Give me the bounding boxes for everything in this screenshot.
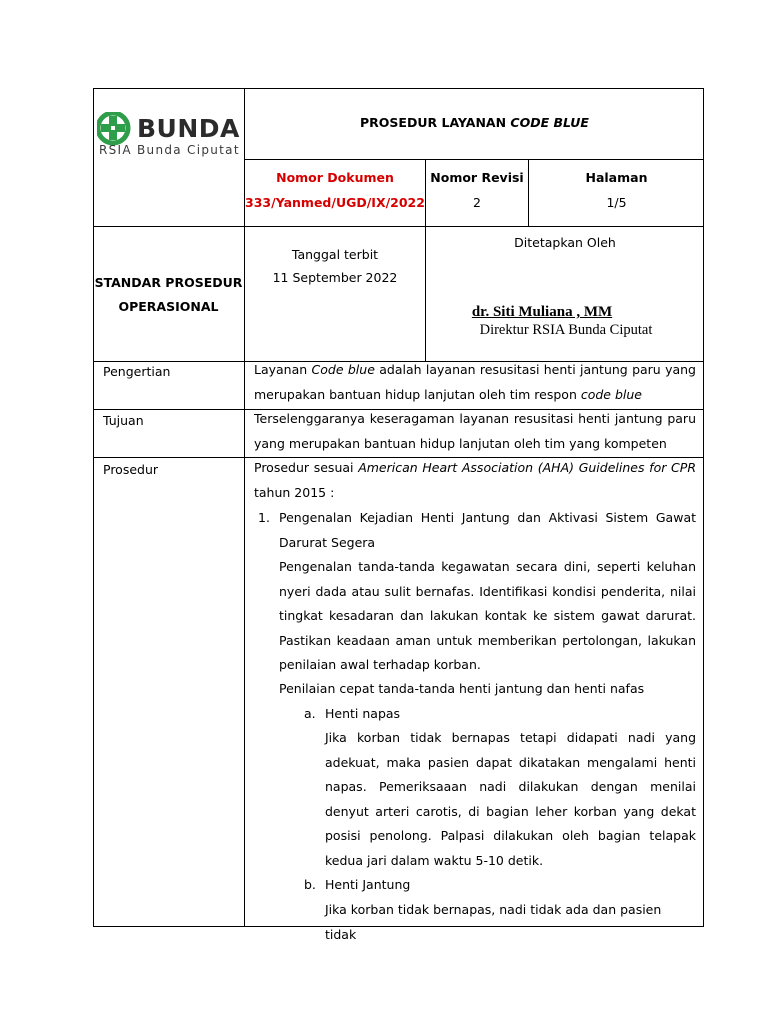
nomor-dokumen-value: 333/Yanmed/UGD/IX/2022	[245, 195, 425, 210]
item-1-paragraph-2: Penilaian cepat tanda-tanda henti jantung dan henti nafas	[279, 681, 645, 696]
row-label-pengertian: Pengertian	[103, 364, 171, 379]
divider	[244, 159, 704, 160]
document-title	[245, 115, 704, 131]
nomor-dokumen-label: Nomor Dokumen	[276, 170, 394, 185]
sub-a-label: a.	[304, 706, 316, 721]
item-1-paragraph-1: Pengenalan tanda-tanda kegawatan secara dini, seperti keluhan nyeri dada atau sulit bernafas. Identifikasi kondisi penderita, nilai tingkat kesadaran dan lakukan kontak ke sistem gawat darurat. Pastikan keadaan aman untuk memberikan pertolongan, lakukan penilaian awal terhadap korban.	[279, 559, 696, 672]
sub-b-title: Henti Jantung	[325, 877, 411, 892]
row-label-prosedur: Prosedur	[103, 462, 159, 477]
prosedur-intro-italic: American Heart Association (AHA) Guidelines for CPR	[358, 460, 696, 475]
pengertian-part: adalah layanan resusitasi henti jantung paru yang merupakan bantuan hidup lanjutan oleh tim respon	[254, 362, 696, 402]
brand-subtitle: RSIA Bunda Ciputat	[99, 143, 240, 157]
tanggal-terbit-label: Tanggal terbit	[291, 247, 379, 262]
pengertian-italic: code blue	[580, 386, 642, 402]
sop-line-1: STANDAR PROSEDUR	[94, 275, 243, 290]
sub-b-text: Jika korban tidak bernapas, nadi tidak ada dan pasien tidak	[325, 902, 662, 942]
sub-b-label: b.	[304, 877, 316, 892]
sop-line-2: OPERASIONAL	[118, 299, 219, 314]
title-text: PROSEDUR LAYANAN	[360, 115, 511, 130]
pengertian-text	[254, 358, 696, 407]
ditetapkan-label: Ditetapkan Oleh	[514, 235, 616, 250]
signer-title: Direktur RSIA Bunda Ciputat	[479, 322, 653, 338]
prosedur-intro-part: Prosedur sesuai	[254, 460, 359, 475]
sop-label	[93, 271, 244, 319]
medical-cross-icon	[98, 113, 128, 143]
nomor-revisi-value: 2	[473, 195, 481, 210]
halaman-label: Halaman	[585, 170, 648, 185]
row-label-tujuan: Tujuan	[103, 413, 144, 428]
nomor-revisi-label: Nomor Revisi	[430, 170, 524, 185]
halaman-value: 1/5	[606, 195, 627, 210]
tanggal-terbit-value: 11 September 2022	[272, 270, 398, 285]
divider	[93, 226, 704, 227]
tujuan-text: Terselenggaranya keseragaman layanan resusitasi henti jantung paru yang merupakan bantuan hidup lanjutan oleh tim yang kompeten	[254, 411, 696, 451]
item-1-title: Pengenalan Kejadian Henti Jantung dan Aktivasi Sistem Gawat Darurat Segera	[279, 510, 696, 550]
sub-a-text: Jika korban tidak bernapas tetapi didapati nadi yang adekuat, maka pasien dapat dikatakan mengalami henti napas. Pemeriksaaan nadi dilakukan dengan menilai denyut arteri carotis, di bagian leher korban yang dekat posisi penolong. Palpasi dilakukan oleh bagian telapak kedua jari dalam waktu 5-10 detik.	[325, 730, 696, 868]
pengertian-italic: Code blue	[311, 362, 375, 377]
title-italic: CODE BLUE	[510, 115, 589, 130]
item-1-number: 1.	[258, 510, 270, 525]
signer-name: dr. Siti Muliana , MM	[471, 304, 613, 320]
pengertian-part: Layanan	[254, 362, 312, 377]
sub-a-title: Henti napas	[325, 706, 401, 721]
prosedur-intro	[254, 456, 696, 505]
prosedur-intro-part: tahun 2015 :	[254, 484, 335, 500]
brand-name: BUNDA	[137, 114, 240, 143]
divider	[244, 362, 245, 927]
